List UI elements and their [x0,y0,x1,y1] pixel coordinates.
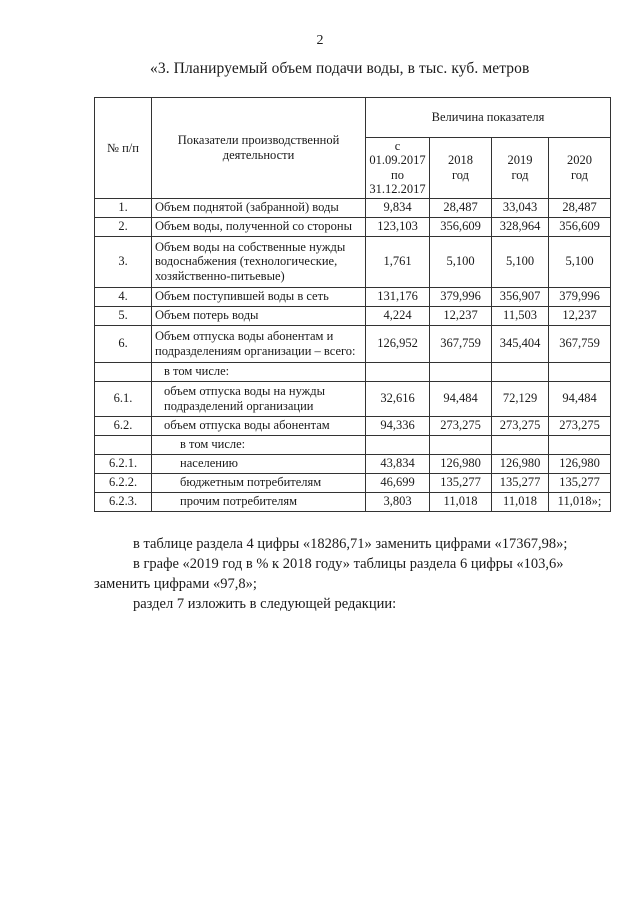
row-value-1: 9,834 [366,198,430,217]
row-value-1: 131,176 [366,287,430,306]
row-value-1: 1,761 [366,236,430,287]
row-number: 1. [95,198,152,217]
row-number: 5. [95,306,152,325]
table-row [95,306,611,325]
header-num: № п/п [95,98,152,199]
row-label: Объем потерь воды [152,306,366,325]
row-value-2: 12,237 [430,306,492,325]
row-value-4: 28,487 [549,198,611,217]
row-number: 6.2.1. [95,454,152,473]
row-value-1 [366,362,430,381]
water-supply-table [94,97,611,512]
row-value-3: 11,503 [492,306,549,325]
row-value-2: 11,018 [430,492,492,511]
table-row [95,492,611,511]
row-value-3: 273,275 [492,416,549,435]
row-number: 4. [95,287,152,306]
row-label: Объем поступившей воды в сеть [152,287,366,306]
row-value-3: 135,277 [492,473,549,492]
row-value-4: 356,609 [549,217,611,236]
row-value-4: 379,996 [549,287,611,306]
row-value-4: 11,018»; [549,492,611,511]
row-value-3 [492,362,549,381]
header-period-2: 2018 год [430,138,492,199]
row-value-4: 367,759 [549,325,611,362]
row-value-2: 273,275 [430,416,492,435]
header-indicator: Показатели производственной деятельности [152,98,366,199]
row-value-1: 94,336 [366,416,430,435]
header-period-4: 2020 год [549,138,611,199]
row-number: 6. [95,325,152,362]
row-value-3: 33,043 [492,198,549,217]
row-value-4: 5,100 [549,236,611,287]
page-number: 2 [316,33,324,48]
row-label: Объем отпуска воды абонентам и подразделениям организации – всего: [152,325,366,362]
header-period-3: 2019 год [492,138,549,199]
row-value-2: 126,980 [430,454,492,473]
table-row [95,454,611,473]
table-row [95,325,611,362]
row-value-1: 43,834 [366,454,430,473]
table-row [95,217,611,236]
row-value-4 [549,435,611,454]
row-value-4: 94,484 [549,381,611,416]
row-value-2: 379,996 [430,287,492,306]
row-number [95,362,152,381]
row-label: в том числе: [152,362,366,381]
row-number: 6.2.3. [95,492,152,511]
table-title: «3. Планируемый объем подачи воды, в тыс. куб. метров [150,60,530,77]
table-row [95,416,611,435]
row-value-3: 345,404 [492,325,549,362]
table-row [95,236,611,287]
row-value-2: 356,609 [430,217,492,236]
row-label: прочим потребителям [152,492,366,511]
row-label: бюджетным потребителям [152,473,366,492]
row-value-4: 126,980 [549,454,611,473]
row-value-2 [430,362,492,381]
row-value-2 [430,435,492,454]
paragraph-section-6-line-2: заменить цифрами «97,8»; [94,576,257,592]
table-row [95,198,611,217]
row-value-1: 123,103 [366,217,430,236]
table-row [95,287,611,306]
row-number [95,435,152,454]
row-value-1: 46,699 [366,473,430,492]
row-value-3: 5,100 [492,236,549,287]
row-value-3: 72,129 [492,381,549,416]
row-label: в том числе: [152,435,366,454]
paragraph-section-6-line-1: в графе «2019 год в % к 2018 году» таблицы раздела 6 цифры «103,6» [133,556,564,572]
row-label: Объем воды, полученной со стороны [152,217,366,236]
row-number: 3. [95,236,152,287]
row-value-1: 3,803 [366,492,430,511]
header-period-1: с 01.09.2017 по 31.12.2017 [366,138,430,199]
paragraph-section-4: в таблице раздела 4 цифры «18286,71» заменить цифрами «17367,98»; [133,536,568,552]
row-label: Объем воды на собственные нужды водоснабжения (технологические, хозяйственно-питьевые) [152,236,366,287]
row-label: объем отпуска воды абонентам [152,416,366,435]
table-row [95,473,611,492]
row-label: объем отпуска воды на нужды подразделений организации [152,381,366,416]
row-value-3: 328,964 [492,217,549,236]
row-value-3: 11,018 [492,492,549,511]
row-number: 6.2.2. [95,473,152,492]
row-value-2: 367,759 [430,325,492,362]
row-value-3: 356,907 [492,287,549,306]
row-number: 6.1. [95,381,152,416]
table-row [95,381,611,416]
row-value-4: 135,277 [549,473,611,492]
row-value-2: 28,487 [430,198,492,217]
row-label: населению [152,454,366,473]
row-value-1 [366,435,430,454]
row-number: 2. [95,217,152,236]
row-value-4 [549,362,611,381]
paragraph-section-7: раздел 7 изложить в следующей редакции: [133,596,397,612]
row-value-1: 32,616 [366,381,430,416]
row-number: 6.2. [95,416,152,435]
row-value-2: 135,277 [430,473,492,492]
row-value-2: 94,484 [430,381,492,416]
table-row [95,435,611,454]
row-value-3 [492,435,549,454]
header-value-group: Величина показателя [366,98,611,138]
row-value-4: 273,275 [549,416,611,435]
table-row [95,362,611,381]
row-value-4: 12,237 [549,306,611,325]
row-label: Объем поднятой (забранной) воды [152,198,366,217]
row-value-2: 5,100 [430,236,492,287]
row-value-1: 4,224 [366,306,430,325]
row-value-1: 126,952 [366,325,430,362]
row-value-3: 126,980 [492,454,549,473]
